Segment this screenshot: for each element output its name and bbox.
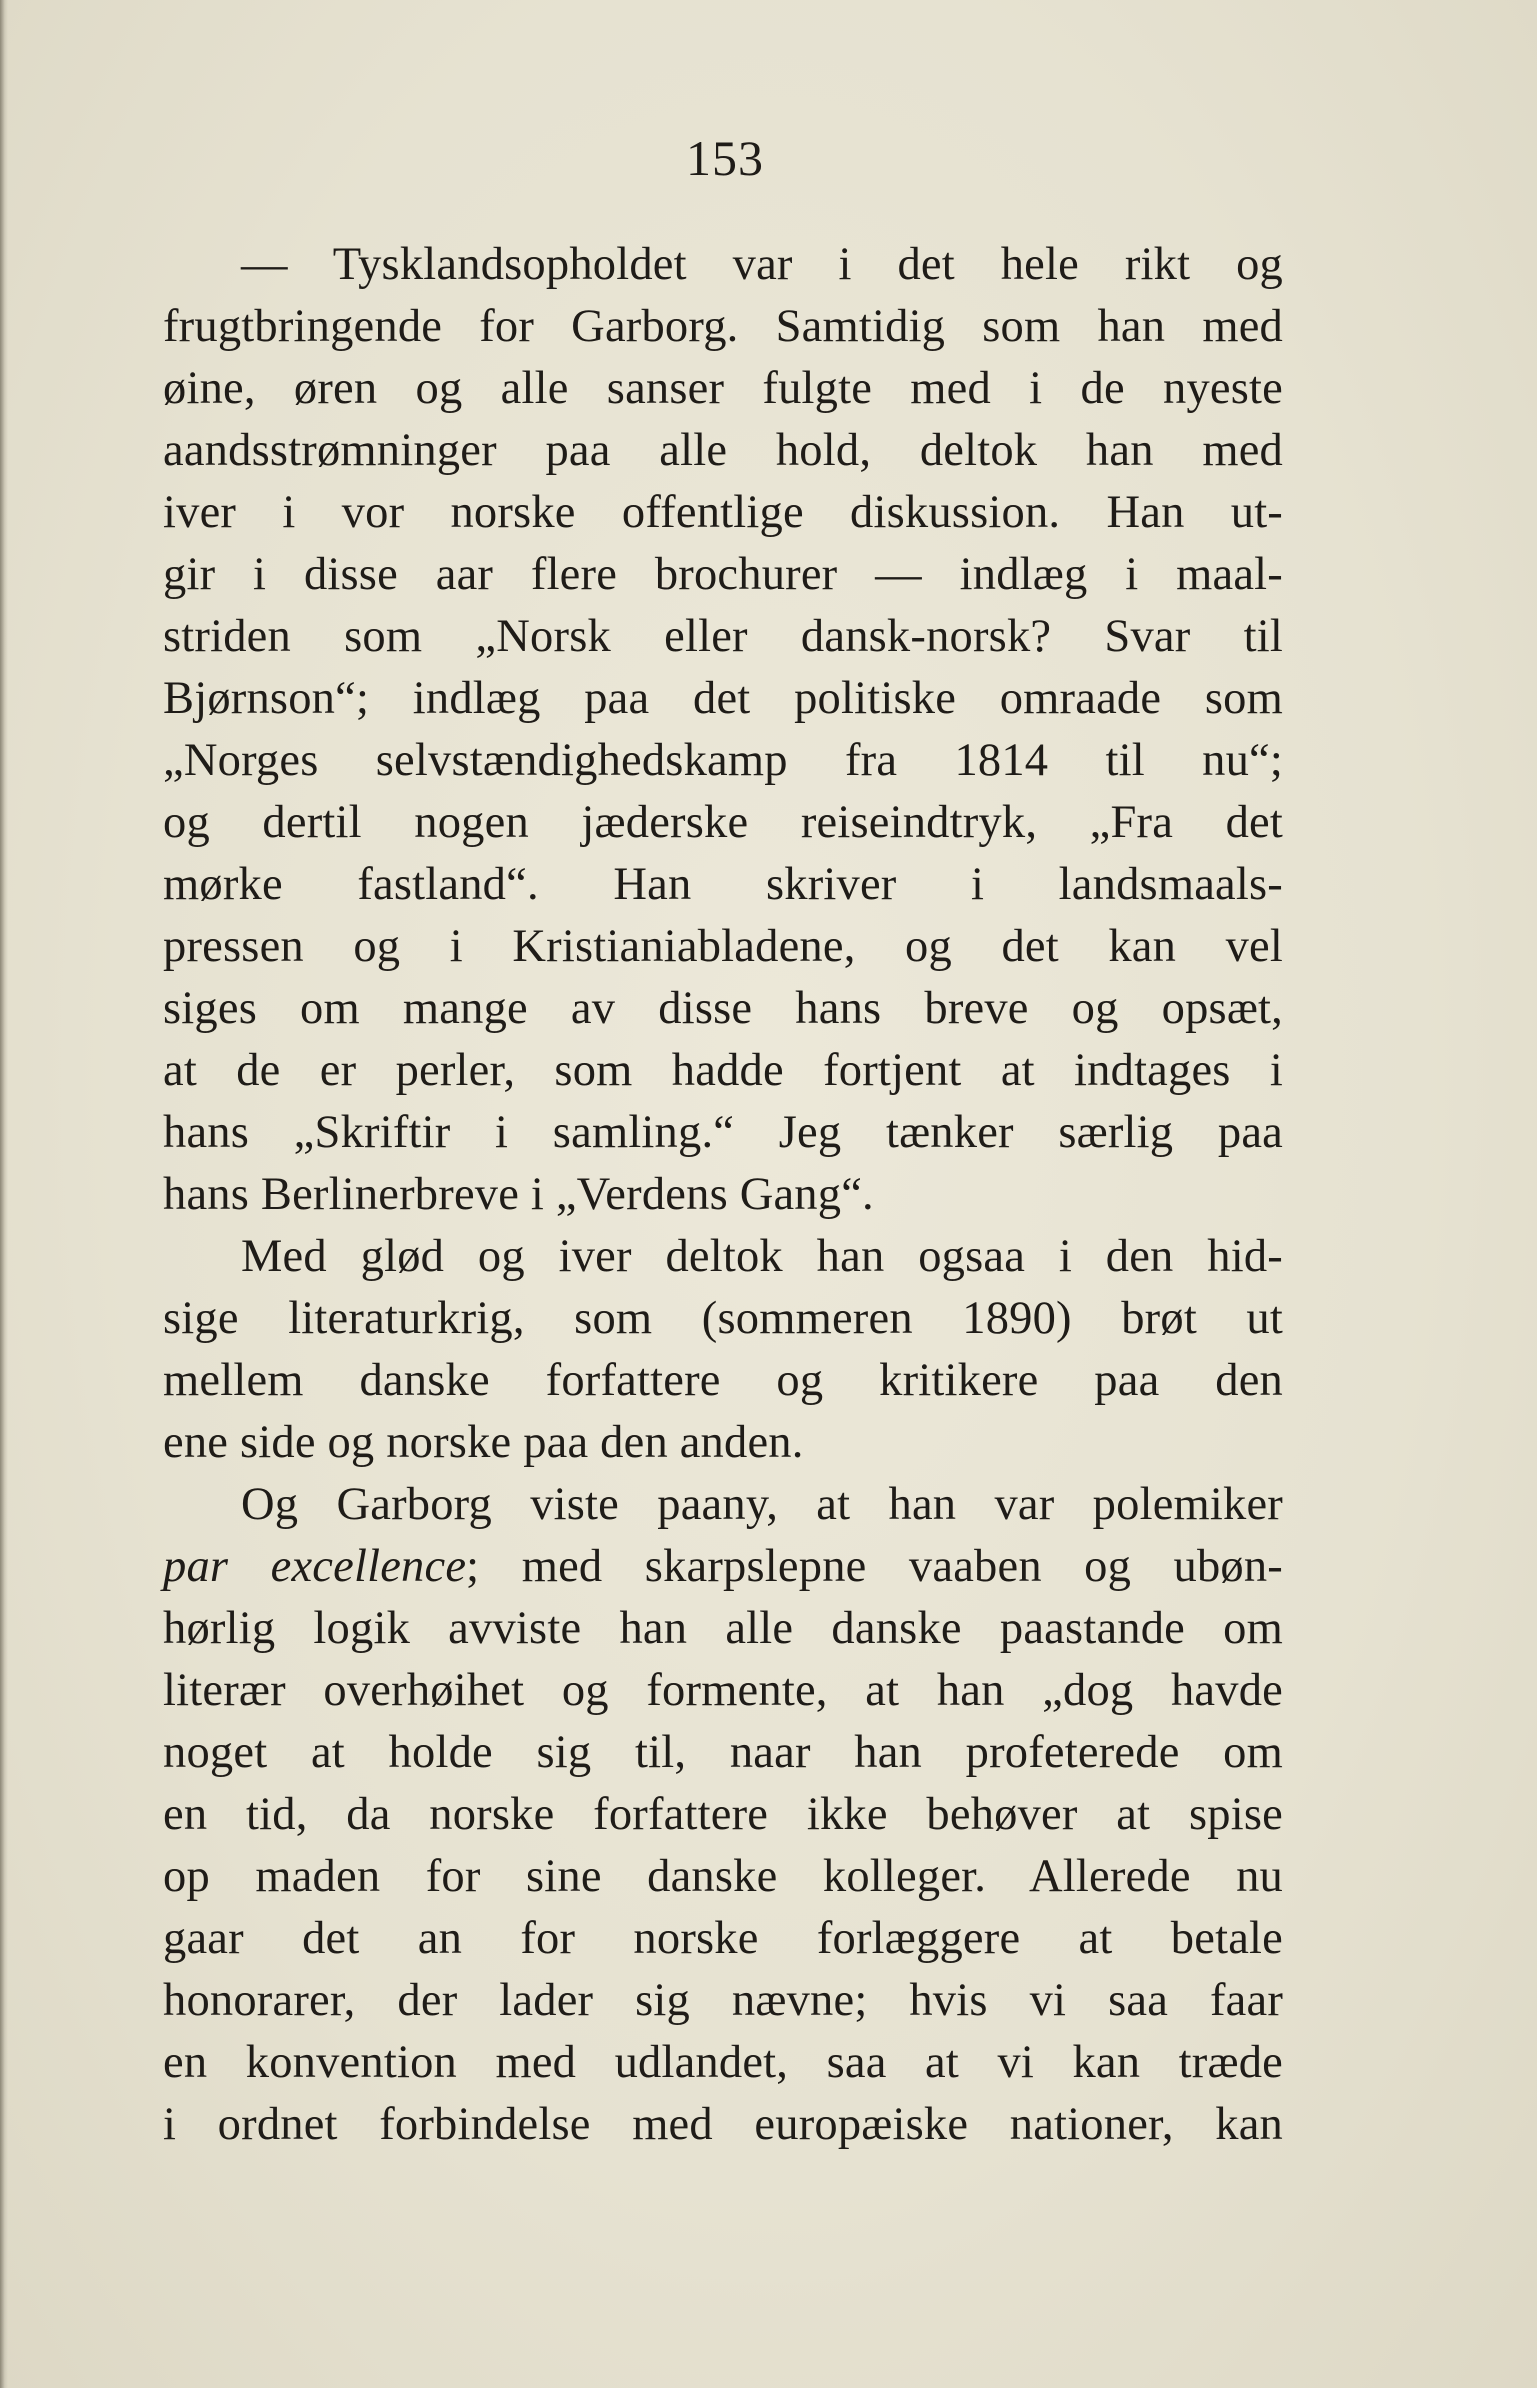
line-text: en konvention med udlandet, saa at vi kan træde xyxy=(163,2037,1283,2088)
text-line xyxy=(163,296,1283,358)
text-line xyxy=(163,1164,1283,1226)
line-text: gaar det an for norske forlæggere at betale xyxy=(163,1913,1283,1964)
text-line xyxy=(163,358,1283,420)
line-text: aandsstrømninger paa alle hold, deltok han med xyxy=(163,425,1283,476)
text-line xyxy=(163,854,1283,916)
line-text: og dertil nogen jæderske reiseindtryk, „Fra det xyxy=(163,797,1283,848)
line-text: ; med skarpslepne vaaben og ubøn- xyxy=(466,1541,1283,1592)
text-line xyxy=(163,978,1283,1040)
line-text: noget at holde sig til, naar han profeterede om xyxy=(163,1727,1283,1778)
line-text: gir i disse aar flere brochurer — indlæg i maal- xyxy=(163,549,1283,600)
text-line xyxy=(163,668,1283,730)
italic-text: par excellence xyxy=(163,1541,467,1592)
text-line xyxy=(163,1350,1283,1412)
text-line xyxy=(163,1846,1283,1908)
text-line xyxy=(163,2094,1283,2156)
text-line xyxy=(163,1102,1283,1164)
text-line xyxy=(163,606,1283,668)
line-text: literær overhøihet og formente, at han „dog havde xyxy=(163,1665,1283,1716)
line-text: op maden for sine danske kolleger. Allerede nu xyxy=(163,1851,1283,1902)
text-line xyxy=(163,730,1283,792)
line-text: sige literaturkrig, som (sommeren 1890) brøt ut xyxy=(163,1293,1283,1344)
text-line xyxy=(163,1226,1283,1288)
line-text: en tid, da norske forfattere ikke behøver at spise xyxy=(163,1789,1283,1840)
text-line xyxy=(163,234,1283,296)
line-text: øine, øren og alle sanser fulgte med i de nyeste xyxy=(163,363,1283,414)
line-text: siges om mange av disse hans breve og opsæt, xyxy=(163,983,1283,1034)
line-text: Med glød og iver deltok han ogsaa i den hid- xyxy=(241,1231,1283,1282)
line-text: hans Berlinerbreve i „Verdens Gang“. xyxy=(163,1169,874,1220)
page-spine-edge xyxy=(0,0,8,2388)
text-line xyxy=(163,420,1283,482)
text-line xyxy=(163,482,1283,544)
page-number: 153 xyxy=(686,130,764,186)
line-text: i ordnet forbindelse med europæiske nationer, kan xyxy=(163,2099,1283,2150)
text-line xyxy=(163,1722,1283,1784)
line-text: Bjørnson“; indlæg paa det politiske omraade som xyxy=(163,673,1283,724)
line-text: ene side og norske paa den anden. xyxy=(163,1417,804,1468)
text-line xyxy=(163,1784,1283,1846)
text-line xyxy=(163,1536,1283,1598)
line-text: at de er perler, som hadde fortjent at indtages i xyxy=(163,1045,1283,1096)
line-text: striden som „Norsk eller dansk-norsk? Svar til xyxy=(163,611,1283,662)
text-line xyxy=(163,916,1283,978)
line-text: hans „Skriftir i samling.“ Jeg tænker særlig paa xyxy=(163,1107,1283,1158)
line-text: hørlig logik avviste han alle danske paastande om xyxy=(163,1603,1283,1654)
text-line xyxy=(163,1412,1283,1474)
line-text: „Norges selvstændighedskamp fra 1814 til nu“; xyxy=(163,735,1283,786)
body-text xyxy=(163,234,1283,2156)
line-text: honorarer, der lader sig nævne; hvis vi saa faar xyxy=(163,1975,1283,2026)
text-line xyxy=(163,2032,1283,2094)
text-line xyxy=(163,1288,1283,1350)
line-text: mellem danske forfattere og kritikere paa den xyxy=(163,1355,1283,1406)
line-text: mørke fastland“. Han skriver i landsmaals- xyxy=(163,859,1283,910)
text-line xyxy=(163,1598,1283,1660)
text-line xyxy=(163,544,1283,606)
text-line xyxy=(163,1660,1283,1722)
text-line xyxy=(163,1908,1283,1970)
line-text: pressen og i Kristianiabladene, og det kan vel xyxy=(163,921,1283,972)
text-line xyxy=(163,1474,1283,1536)
text-line xyxy=(163,1970,1283,2032)
line-text: — Tysklandsopholdet var i det hele rikt og xyxy=(241,239,1283,290)
line-text: frugtbringende for Garborg. Samtidig som han med xyxy=(163,301,1283,352)
line-text: iver i vor norske offentlige diskussion. Han ut- xyxy=(163,487,1283,538)
text-line xyxy=(163,1040,1283,1102)
text-line xyxy=(163,792,1283,854)
line-text: Og Garborg viste paany, at han var polemiker xyxy=(241,1479,1283,1530)
